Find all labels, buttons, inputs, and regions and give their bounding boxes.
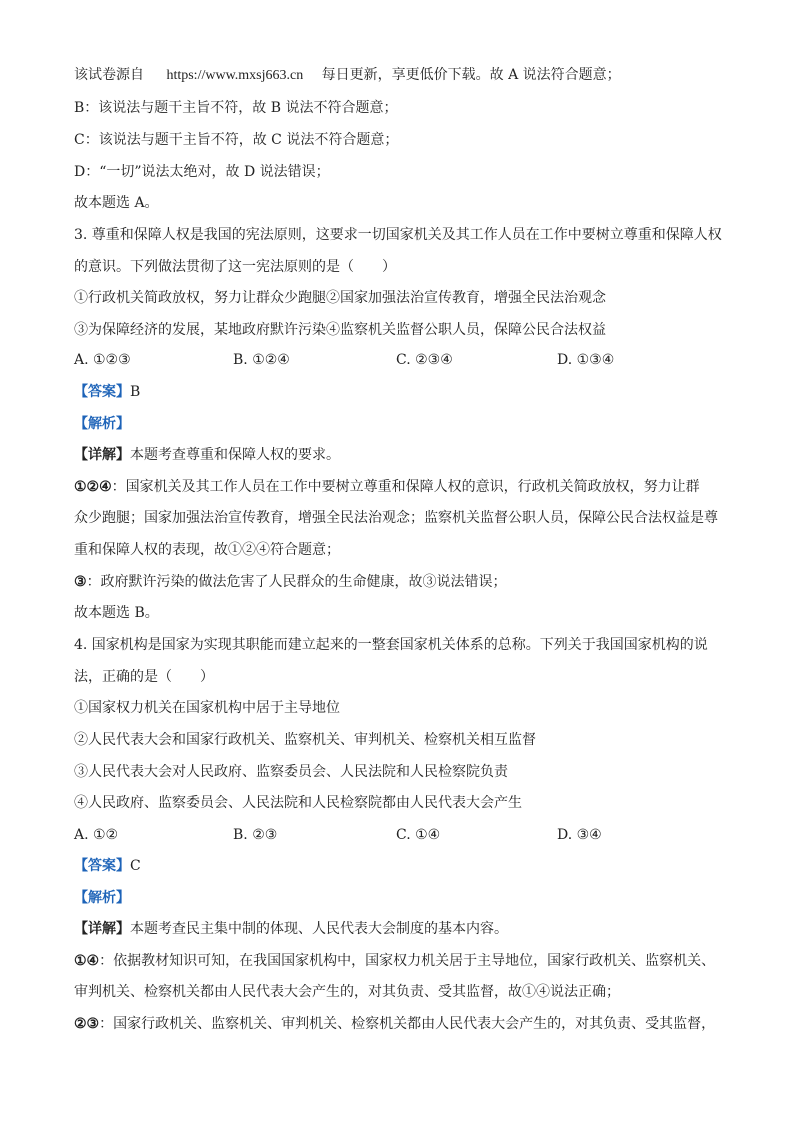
q4-stem-line-1: 4. 国家机构是国家为实现其职能而建立起来的一整套国家机关体系的总称。下列关于我国国家机构的说	[74, 637, 708, 653]
q3-answer-tag: 【答案】	[74, 384, 130, 400]
q3-explain-line-2: 众少跑腿；国家加强法治宣传教育，增强全民法治观念；监察机关监督公职人员，保障公民合法权益是尊	[74, 510, 718, 526]
source-url-link[interactable]: https://www.mxsj663.cn	[166, 68, 304, 83]
q3-stem-line-2: 的意识。下列做法贯彻了这一宪法原则的是（ ）	[74, 259, 396, 275]
explanation-line-c: C：该说法与题干主旨不符，故 C 说法不符合题意；	[74, 132, 399, 148]
q3-analysis-line	[74, 414, 130, 434]
source-line	[74, 65, 621, 86]
q4-stem-line-2: 法，正确的是（ ）	[74, 669, 214, 685]
q3-option-d: D. ①③④	[557, 352, 615, 368]
q3-detail-line	[74, 445, 340, 465]
q4-explain-text-1: ：依据教材知识可知，在我国国家机构中，国家权力机关居于主导地位，国家行政机关、监察机关、	[99, 953, 716, 969]
q3-explain-label-4: ③	[74, 574, 87, 590]
q4-explain-label-1: ①④	[74, 953, 100, 969]
q4-detail-line	[74, 919, 508, 939]
q3-option-c: C. ②③④	[396, 352, 453, 368]
source-suffix: 每日更新，享更低价下载。故 A 说法符合题意；	[321, 67, 621, 83]
q3-analysis-tag: 【解析】	[74, 416, 130, 432]
q3-answer-line	[74, 382, 140, 402]
q4-detail-text: 本题考查民主集中制的体现、人民代表大会制度的基本内容。	[130, 921, 508, 937]
q4-option-c: C. ①④	[396, 827, 441, 843]
q4-explain-line-1	[74, 951, 715, 971]
q3-stem-line-1: 3. 尊重和保障人权是我国的宪法原则，这要求一切国家机关及其工作人员在工作中要树立尊重和保障人权	[74, 227, 722, 243]
q3-detail-tag: 【详解】	[74, 447, 130, 463]
q4-explain-text-3: ：国家行政机关、监察机关、审判机关、检察机关都由人民代表大会产生的，对其负责、受其监督，	[99, 1016, 716, 1032]
q4-answer-line	[74, 856, 141, 876]
q4-answer-value: C	[130, 858, 141, 874]
conclusion-line-q2: 故本题选 A。	[74, 195, 159, 211]
q4-option-a: A. ①②	[74, 827, 119, 843]
q3-conclusion-line: 故本题选 B。	[74, 605, 159, 621]
explanation-line-b: B：该说法与题干主旨不符，故 B 说法不符合题意；	[74, 100, 398, 116]
q4-explain-label-3: ②③	[74, 1016, 100, 1032]
q3-explain-line-1	[74, 477, 700, 497]
q4-item-3: ③人民代表大会对人民政府、监察委员会、人民法院和人民检察院负责	[74, 764, 508, 780]
q4-detail-tag: 【详解】	[74, 921, 130, 937]
q4-explain-line-2: 审判机关、检察机关都由人民代表大会产生的，对其负责、受其监督，故①④说法正确；	[74, 984, 620, 1000]
q4-explain-line-3	[74, 1014, 715, 1034]
q3-items-line-1: ①行政机关简政放权，努力让群众少跑腿②国家加强法治宣传教育，增强全民法治观念	[74, 290, 606, 306]
q3-explain-label-1: ①②④	[74, 479, 112, 495]
source-prefix: 该试卷源自	[74, 67, 144, 83]
q3-explain-text-1: ：国家机关及其工作人员在工作中要树立尊重和保障人权的意识，行政机关简政放权，努力让群	[111, 479, 700, 495]
q4-option-d: D. ③④	[557, 827, 602, 843]
q4-answer-tag: 【答案】	[74, 858, 130, 874]
q4-option-b: B. ②③	[233, 827, 278, 843]
q3-explain-line-4	[74, 572, 507, 592]
q3-detail-text: 本题考查尊重和保障人权的要求。	[130, 447, 340, 463]
q3-explain-text-4: ：政府默许污染的做法危害了人民群众的生命健康，故③说法错误；	[86, 574, 507, 590]
q3-explain-line-3: 重和保障人权的表现，故①②④符合题意；	[74, 542, 340, 558]
q3-items-line-2: ③为保障经济的发展，某地政府默许污染④监察机关监督公职人员，保障公民合法权益	[74, 322, 606, 338]
q4-item-2: ②人民代表大会和国家行政机关、监察机关、审判机关、检察机关相互监督	[74, 732, 536, 748]
explanation-line-d: D：“一切”说法太绝对，故 D 说法错误；	[74, 164, 330, 180]
q4-item-4: ④人民政府、监察委员会、人民法院和人民检察院都由人民代表大会产生	[74, 795, 522, 811]
q4-item-1: ①国家权力机关在国家机构中居于主导地位	[74, 700, 340, 716]
q4-analysis-tag: 【解析】	[74, 890, 130, 906]
q4-analysis-line	[74, 888, 130, 908]
q3-answer-value: B	[130, 384, 141, 400]
q3-option-a: A. ①②③	[74, 352, 131, 368]
q3-option-b: B. ①②④	[233, 352, 290, 368]
